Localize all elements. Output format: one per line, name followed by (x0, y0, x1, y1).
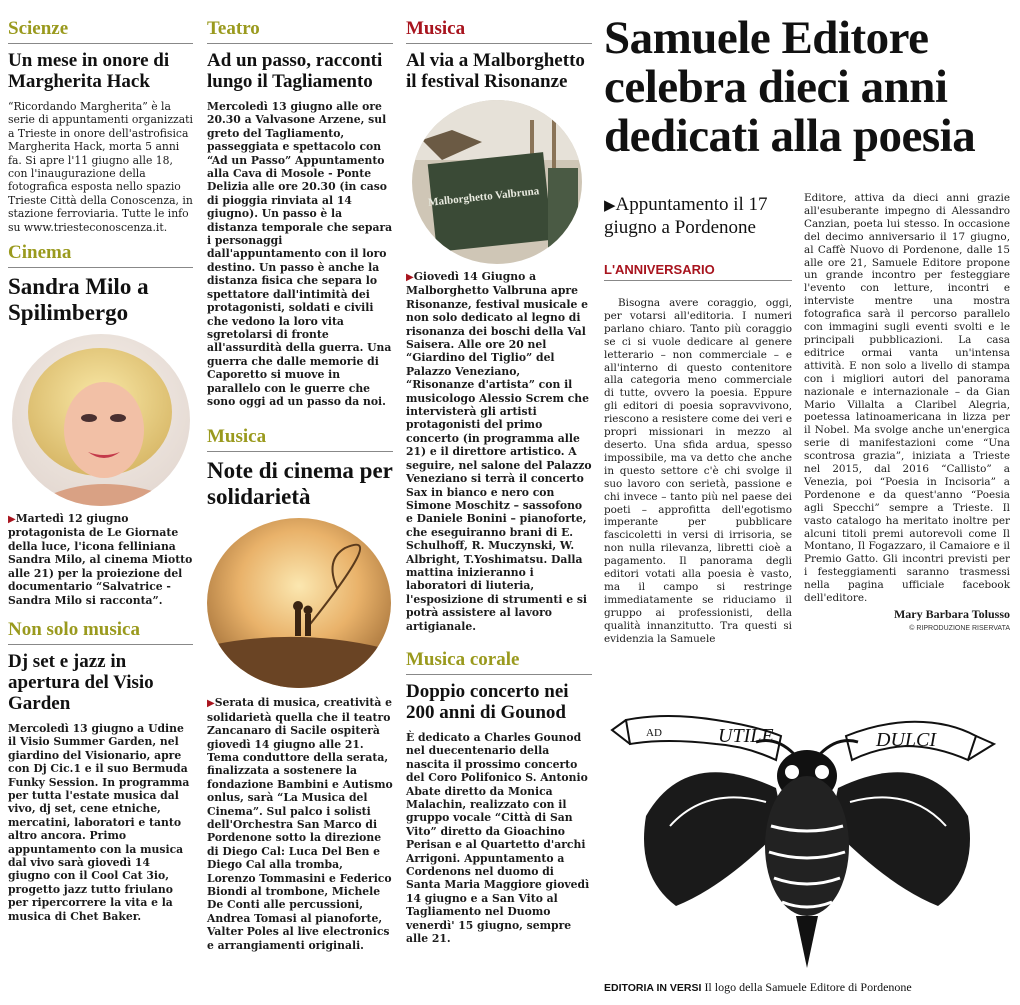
main-article (604, 0, 1010, 994)
article-scienze (8, 18, 193, 234)
column-1 (8, 0, 193, 931)
column-3 (406, 0, 592, 953)
body-teatro: Mercoledì 13 giugno alle ore 20.30 a Valvasone Arzene, sul greto del Tagliamento, passeggiata e spettacolo con “Ad un Passo” Appuntamento alla Cava di Mosole - Ponte Delizia alle ore 20.30 (in caso di pioggia rinviata al 14 giugno). Un passo è la distanza temporale che separa i personaggi dall'appuntamento con il loro destino. Un passo è anche la distanza fisica che separa lo spettatore dall'intimità dei protagonisti, soldati e civili che vedono la loro vita sgretolarsi di fronte all'assurdità della guerra. Una guerra che dalle memorie di Caporetto si muove in parallelo con le guerre che sono oggi ad un passo da noi. (207, 100, 393, 408)
headline-gounod: Doppio concerto nei 200 anni di Gounod (406, 680, 569, 723)
article-cinema (8, 242, 193, 607)
kicker-anniversario: L'ANNIVERSARIO (604, 262, 792, 281)
sandra-milo-photo (12, 334, 190, 506)
kicker-non-solo-musica: Non solo musica (8, 619, 193, 645)
deck: ▶Appuntamento il 17 giugno a Pordenone (604, 194, 768, 238)
caption-text: Il logo della Samuele Editore di Pordenone (704, 980, 912, 994)
article-text-col-b: Editore, attiva da dieci anni grazie all'esuberante impegno di Alessandro Canzian, poeta lui stesso. In occasione del decimo anniversario il 17 giugno, al Caffè Nuovo di Pordenone, dalle 15 alle ore 21, Samuele Editore propone un grande incontro per festeggiare l'evento con letture, incontri e interviste mentre una mostra fotografica sarà il percorso parallelo con immagini sugli eventi svolti e le principali pubblicazioni. La casa editrice ormai vanta un'intensa attività. E non solo a livello di stampa con i migliori autori del panorama nazionale e internazionale – da Gian Mario Villalta a Claribel Alegria, poetessa latinoamericana in lizza per il Nobel. Ma svolge anche un'energica serie di manifestazioni come “Una scontrosa grazia”, iniziata a Trieste nel 2015, dal 2016 “Callisto” a Venezia, poi “Poesia in Incisoria” a Pordenone e da quest'anno “Poesia agli Specchi” sempre a Trieste. Il vasto catalogo ha meritato inoltre per alcuni titoli premi autorevoli come Il Montano, Il Fogazzaro, il Camaiore e il Premio Gatto. Gli incontri previsti per i festeggiamenti saranno trasmessi nella pagina ufficiale facebook dell'editore. (804, 192, 1010, 605)
copyright-note: © RIPRODUZIONE RISERVATA (909, 625, 1010, 632)
black-triangle-icon: ▶ (604, 198, 616, 214)
body-scienze: “Ricordando Margherita” è la serie di appuntamenti organizzati a Trieste in onore dell'astrofisica Margherita Hack, morta 5 anni fa. Si apre l'11 giugno alle 18, con l'inaugurazione della fotografica esposta nello spazio Trieste Città della Conoscenza, in stazione ferroviaria. Tutte le info su www.triesteconoscenza.it. (8, 100, 193, 234)
article-musica-corale (406, 649, 592, 946)
body-risonanze: ▶Giovedì 14 Giugno a Malborghetto Valbruna apre Risonanze, festival musicale e non solo dedicato al legno di risonanza dei boschi della Val Saisera. Alle ore 20 nel “Giardino del Tiglio” del Palazzo Veneziano, “Risonanze d'artista” con il musicologo Alessio Screm che intervisterà gli artisti protagonisti del primo concerto (in programma alle 21) e il direttore artistico. A seguire, nel salone del Palazzo Veneziano si terrà il concerto Sax in bianco e nero con Simone Moschitz – sassofono e Daniele Bonini – pianoforte, che eseguiranno brani di E. Schulhoff, R. Muczynski, W. Albright, T.Yoshimatsu. Dalla mattina inizieranno i laboratori di liuteria, l'esposizione di strumenti e si potrà assistere al lavoro artigianale. (406, 270, 592, 633)
article-risonanze (406, 18, 592, 633)
column-2 (207, 0, 393, 960)
body-gounod: È dedicato a Charles Gounod nel duecentenario della nascita il prossimo concerto del Coro Polifonico S. Antonio Abate diretto da Monica Malachin, realizzato con il gruppo vocale “Città di San Vito” diretto da Gioachino Perisan e al Quartetto d'archi Arrigoni. Appuntamento a Cordenons nel duomo di Santa Maria Maggiore giovedì 14 giugno e a San Vito al Tagliamento nel Duomo venerdì' 15 giugno, sempre alle 21. (406, 730, 590, 946)
logo-ribbon-ad: AD (646, 727, 662, 739)
kicker-teatro: Teatro (207, 18, 393, 44)
headline-cinema: Sandra Milo a Spilimbergo (8, 274, 149, 326)
logo-image (606, 706, 1010, 976)
caption-label: EDITORIA IN VERSI (604, 982, 702, 994)
body-non-solo-musica: Mercoledì 13 giugno a Udine il Visio Summer Garden, nel giardino del Visionario, apre con Dj Cic.1 e il suo Bermuda Funky Session. In programma per tutta l'estate musica dal vivo, dj set, cene etniche, mercatini, laboratori e tanto altro ancora. Primo appuntamento con la musica dal vivo sarà giovedì 14 giugno con il Cool Cat 3io, progetto jazz tutto friulano per ripercorrere la vita e la musica di Chet Baker. (8, 721, 190, 923)
article-non-solo-musica (8, 619, 193, 923)
headline-note-di-cinema: Note di cinema per solidarietà (207, 458, 393, 510)
red-triangle-icon: ▶ (406, 272, 414, 283)
kicker-musica-corale: Musica corale (406, 649, 592, 675)
main-right-column (804, 192, 1010, 632)
main-headline: Samuele Editore celebra dieci anni dedicati alla poesia (604, 12, 976, 162)
body-cinema: ▶Martedì 12 giugno protagonista de Le Giornate della luce, l'icona felliniana Sandra Milo, al cinema Miotto alle 21) per la proiezione del documentario “Salvatrice - Sandra Milo si racconta”. (8, 512, 193, 607)
article-musica-solidarieta (207, 426, 393, 952)
logo-ribbon-utile: UTILE (718, 725, 774, 747)
main-left-column (604, 194, 792, 645)
kicker-musica: Musica (207, 426, 393, 452)
headline-teatro: Ad un passo, racconti lungo il Tagliamento (207, 50, 383, 92)
cinema-music-photo (207, 518, 391, 688)
book-cover-text: Malborghetto Valbruna (427, 185, 540, 209)
byline: Mary Barbara Tolusso (893, 607, 1010, 621)
logo-ribbon-dulci: DULCI (876, 729, 937, 751)
headline-non-solo-musica: Dj set e jazz in apertura del Visio Garden (8, 650, 154, 714)
red-triangle-icon: ▶ (8, 514, 16, 526)
headline-risonanze: Al via a Malborghetto il festival Risonanze (406, 50, 585, 92)
kicker-cinema: Cinema (8, 242, 193, 268)
article-teatro (207, 18, 393, 408)
logo-caption (604, 980, 1008, 995)
body-note-di-cinema: ▶Serata di musica, creatività e solidarietà quella che il teatro Zancanaro di Sacile ospiterà giovedì 14 giugno alle 21. Tema conduttore della serata, finalizzata a sostenere la fondazione Bambini e Autismo onlus, sarà “La Musica del Cinema”. Sul palco i solisti dell'Orchestra San Marco di Pordenone sotto la direzione di Diego Cal: Luca Del Ben e Diego Cal alla tromba, Lorenzo Tommasini e Federico Biondi al trombone, Michele De Conti alle percussioni, Andrea Tomasi al pianoforte, Valter Poles al live electronics e arrangiamenti originali. (207, 696, 393, 952)
red-triangle-icon: ▶ (207, 698, 215, 710)
risonanze-photo (412, 100, 582, 264)
headline-scienze: Un mese in onore di Margherita Hack (8, 50, 170, 92)
article-text-col-a: Bisogna avere coraggio, oggi, per votarsi all'editoria. I numeri parlano chiaro. Tanto più coraggio se ci si vuole dedicare al genere letterario – non commerciale – e all'interno di questo contenitore alla categoria meno commerciale di tutte, ovvero la poesia. Eppure gli editori di poesia sopravvivono, riescono a resistere come dei veri e propri missionari in mezzo al deserto. Una sfida ardua, spesso impossibile, ma va detto che anche in questo settore c'è chi svolge il suo lavoro con serietà, passione e chi invece – tanto più nel paese dei poeti – approfitta dell'egotismo imperante per pubblicare fascicoletti in versi di irrisoria, se non nulla rilevanza, libretti cioè a pagamento. Il panorama degli editori votati alla poesia è vasto, ma il campo si restringe immediatamente se riduciamo il gruppo ai professionisti, della qualità innanzitutto. Tra questi si evidenzia la Samuele (604, 297, 793, 645)
kicker-musica-risonanze: Musica (406, 18, 592, 44)
kicker-scienze: Scienze (8, 18, 193, 44)
